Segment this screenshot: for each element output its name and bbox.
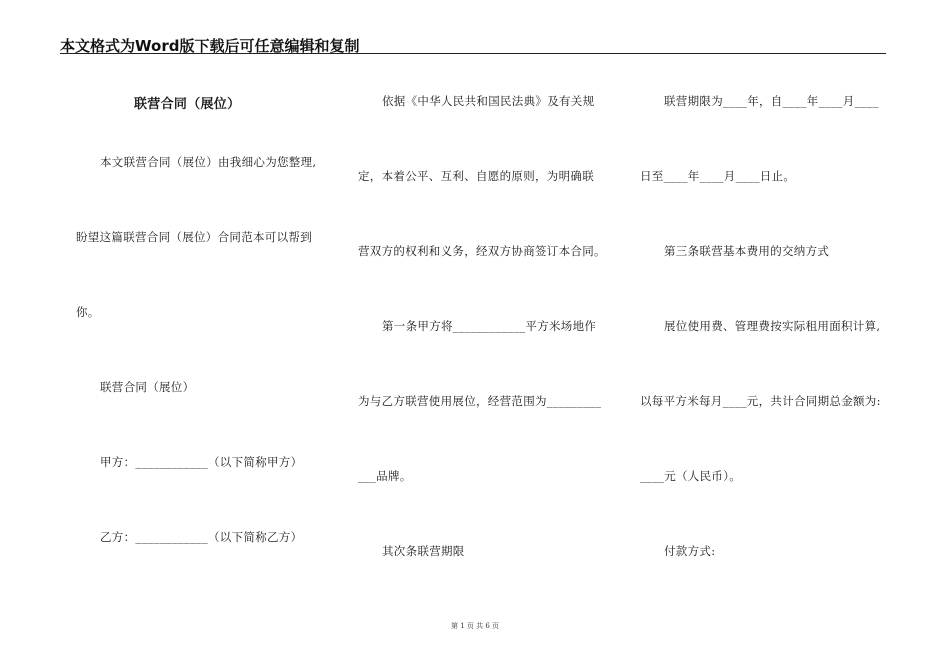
paragraph-line: 本文联营合同（展位）由我细心为您整理, [100, 155, 317, 169]
page-number: 第 1 页 共 6 页 [450, 622, 500, 630]
paragraph-line: 第一条甲方将____________平方米场地作 [382, 319, 597, 333]
paragraph-line: 联营合同（展位） [100, 380, 195, 394]
paragraph-line: 营双方的权利和义务，经双方协商签订本合同。 [358, 244, 606, 258]
paragraph-line: 付款方式: [664, 544, 716, 558]
paragraph-line: 为与乙方联营使用展位，经营范围为_________ [358, 394, 602, 408]
paragraph-line: 定，本着公平、互利、自愿的原则，为明确联 [358, 169, 594, 183]
header-rule [60, 53, 886, 54]
party-a-line: 甲方：____________（以下简称甲方） [100, 455, 303, 469]
section-heading: 第三条联营基本费用的交纳方式 [664, 244, 830, 258]
paragraph-line: 依据《中华人民共和国民法典》及有关规 [382, 94, 595, 108]
document-title: 联营合同（展位） [134, 97, 241, 112]
paragraph-line: 盼望这篇联营合同（展位）合同范本可以帮到 [76, 230, 312, 244]
paragraph-line: 日至____年____月____日止。 [640, 169, 796, 183]
paragraph-line: ___品牌。 [358, 469, 412, 483]
party-b-line: 乙方：____________（以下简称乙方） [100, 530, 303, 544]
paragraph-line: 你。 [76, 305, 100, 319]
section-heading: 其次条联营期限 [382, 544, 465, 558]
paragraph-line: ____元（人民币）。 [640, 469, 742, 483]
paragraph-line: 以每平方米每月____元，共计合同期总金额为: [640, 394, 881, 408]
paragraph-line: 联营期限为____年，自____年____月____ [664, 94, 879, 108]
paragraph-line: 展位使用费、管理费按实际租用面积计算, [664, 319, 881, 333]
page-header: 本文格式为Word版下载后可任意编辑和复制 [60, 37, 360, 55]
